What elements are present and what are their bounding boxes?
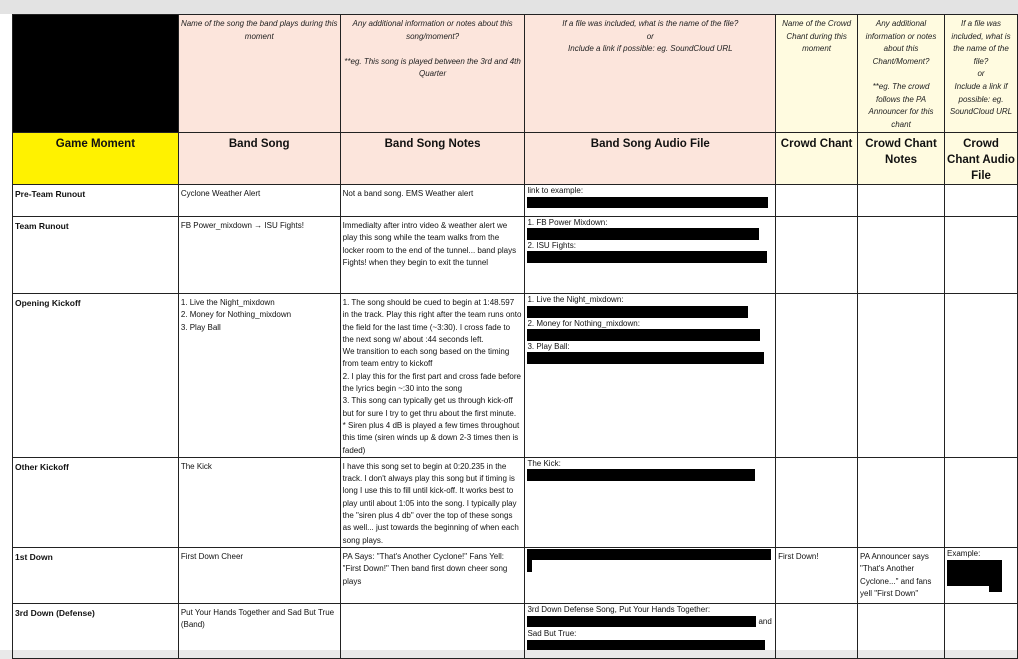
redacted-link[interactable] — [527, 228, 759, 240]
chant-cell: First Down! — [776, 547, 858, 603]
header-crowd-chant-audio: Crowd Chant Audio File — [945, 133, 1018, 185]
redacted-link[interactable] — [527, 469, 755, 481]
header-band-song-notes: Band Song Notes — [340, 133, 525, 185]
chant-notes-cell — [858, 603, 945, 658]
redacted-link[interactable] — [527, 352, 764, 364]
table-row — [13, 294, 1018, 458]
header-game-moment: Game Moment — [13, 133, 179, 185]
header-band-song: Band Song — [178, 133, 340, 185]
band-song-cell: Cyclone Weather Alert — [178, 185, 340, 217]
table-row — [13, 457, 1018, 547]
crowd-chant-audio-description: If a file was included, what is the name of the file? or Include a link if possible: eg. SoundCloud URL — [945, 15, 1018, 133]
audio-label: 1. Live the Night_mixdown: — [527, 295, 624, 304]
header-row — [13, 133, 1018, 185]
band-song-cell: First Down Cheer — [178, 547, 340, 603]
band-song-audio-description: If a file was included, what is the name of the file? or Include a link if possible: eg. SoundCloud URL — [525, 15, 776, 133]
audio-cell — [525, 217, 776, 294]
moment-cell: Opening Kickoff — [13, 294, 179, 458]
redacted-link[interactable] — [527, 640, 765, 650]
chant-cell — [776, 294, 858, 458]
band-song-cell: 1. Live the Night_mixdown 2. Money for Nothing_mixdown 3. Play Ball — [178, 294, 340, 458]
notes-cell: PA Says: "That's Another Cyclone!" Fans Yell: "First Down!" Then band first down cheer song plays — [340, 547, 525, 603]
redacted-link-tail — [989, 584, 1002, 592]
description-row — [13, 15, 1018, 133]
band-song-cell: Put Your Hands Together and Sad But True (Band) — [178, 603, 340, 658]
chant-notes-cell — [858, 457, 945, 547]
band-song-cell: The Kick — [178, 457, 340, 547]
notes-cell: Not a band song. EMS Weather alert — [340, 185, 525, 217]
band-song-description: Name of the song the band plays during this moment — [178, 15, 340, 133]
moment-cell: Team Runout — [13, 217, 179, 294]
audio-label: 3rd Down Defense Song, Put Your Hands Together: — [527, 604, 711, 614]
band-song-notes-description: Any additional information or notes about this song/moment? **eg. This song is played between the 3rd and 4th Quarter — [340, 15, 525, 133]
audio-label: 2. Money for Nothing_mixdown: — [527, 319, 640, 328]
moment-cell: Other Kickoff — [13, 457, 179, 547]
notes-cell: Immedialty after intro video & weather alert we play this song while the team walks from the locker room to the end of the tunnel... band plays Fights! when they begin to exit the tunnel — [340, 217, 525, 294]
chant-audio-cell — [945, 603, 1018, 658]
redacted-link[interactable] — [527, 549, 771, 560]
audio-label: 1. FB Power Mixdown: — [527, 218, 608, 227]
chant-audio-cell — [945, 185, 1018, 217]
viewer-top-bar — [0, 0, 1018, 14]
header-crowd-chant-notes: Crowd Chant Notes — [858, 133, 945, 185]
chant-audio-cell — [945, 457, 1018, 547]
moment-cell: Pre-Team Runout — [13, 185, 179, 217]
redacted-link[interactable] — [527, 251, 767, 263]
table-row — [13, 185, 1018, 217]
game-moments-table — [12, 14, 1018, 659]
chant-audio-cell — [945, 294, 1018, 458]
and-connector: and — [758, 616, 772, 626]
audio-cell — [525, 457, 776, 547]
chant-audio-label: Example: — [947, 548, 981, 558]
black-corner-cell — [13, 15, 179, 133]
chant-audio-cell — [945, 217, 1018, 294]
header-crowd-chant: Crowd Chant — [776, 133, 858, 185]
redacted-link[interactable] — [527, 329, 760, 341]
chant-notes-cell — [858, 185, 945, 217]
moment-cell: 1st Down — [13, 547, 179, 603]
table-row — [13, 603, 1018, 658]
chant-cell — [776, 185, 858, 217]
chant-notes-cell — [858, 294, 945, 458]
crowd-chant-notes-description: Any additional information or notes about this Chant/Moment? **eg. The crowd follows the PA Announcer for this chant — [858, 15, 945, 133]
header-band-song-audio: Band Song Audio File — [525, 133, 776, 185]
table-row — [13, 217, 1018, 294]
chant-cell — [776, 457, 858, 547]
audio-cell — [525, 547, 776, 603]
audio-label: 2. ISU Fights: — [527, 241, 576, 250]
redacted-link[interactable] — [527, 616, 756, 627]
chant-cell — [776, 603, 858, 658]
audio-label: The Kick: — [527, 458, 561, 468]
audio-label: Sad But True: — [527, 628, 577, 638]
table-row — [13, 547, 1018, 603]
notes-cell: 1. The song should be cued to begin at 1:48.597 in the track. Play this right after the team runs onto the field for the last time (~3:30). I cross fade to the next song w/ about :44 seconds left. We transition to each song based on the timing from team entry to kickoff 2. I play this for the first part and cross fade before the lyrics begin ~:30 into the song 3. This song can typically get us through kick-off but for sure I try to get thru about the first minute. * Siren plus 4 dB is played a few times throughout this time (siren winds up & down 2-3 times then is faded) — [340, 294, 525, 458]
moment-cell: 3rd Down (Defense) — [13, 603, 179, 658]
audio-label: 3. Play Ball: — [527, 342, 570, 351]
notes-cell: I have this song set to begin at 0:20.235 in the track. I don't always play this song but if timing is long I use this to fill until kick-off. It works best to play until about 1:05 into the song. I typically play the "siren plus 4 db" over the top of these songs as well... just towards the beginning of when each song plays. — [340, 457, 525, 547]
crowd-chant-description: Name of the Crowd Chant during this moment — [776, 15, 858, 133]
audio-cell — [525, 603, 776, 658]
audio-label: link to example: — [527, 186, 584, 195]
audio-cell — [525, 294, 776, 458]
redacted-link-tail — [527, 559, 532, 572]
band-song-cell: FB Power_mixdown → ISU Fights! — [178, 217, 340, 294]
redacted-link[interactable] — [527, 306, 748, 318]
audio-cell — [525, 185, 776, 217]
chant-notes-cell: PA Announcer says "That's Another Cyclone..." and fans yell "First Down" — [858, 547, 945, 603]
chant-cell — [776, 217, 858, 294]
chant-audio-cell — [945, 547, 1018, 603]
redacted-link[interactable] — [527, 197, 768, 208]
chant-notes-cell — [858, 217, 945, 294]
notes-cell — [340, 603, 525, 658]
redacted-link[interactable] — [947, 560, 1002, 586]
